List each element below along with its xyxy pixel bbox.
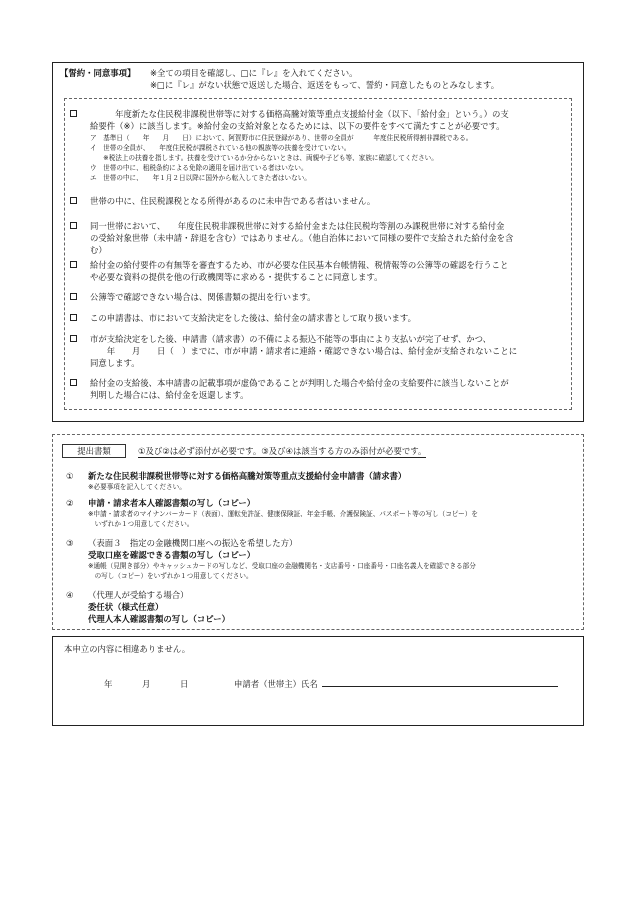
applicant-name-field[interactable] bbox=[322, 686, 558, 687]
oath-sub-text: エ 世帯の中に、 年１月２日以降に国外から転入してきた者はいない。 bbox=[90, 174, 311, 182]
oath-item-text: の受給対象世帯（未申請・辞退を含む）ではありません。（他自治体において同様の要件で支給された給付金を含 bbox=[90, 233, 514, 243]
oath-item-text: む） bbox=[90, 245, 107, 255]
oath-header-note: ※全ての項目を確認し、□に『レ』を入れてください。 bbox=[150, 68, 358, 78]
oath-checkbox[interactable] bbox=[70, 335, 77, 342]
oath-item-text: 給要件（※）に該当します。※給付金の支給対象となるためには、以下の要件をすべて満たすことが必要です。 bbox=[90, 121, 505, 131]
oath-item-text: 年度新たな住民税非課税世帯等に対する価格高騰対策等重点支援給付金（以下、「給付金」という。）の支 bbox=[90, 109, 509, 119]
oath-checkbox[interactable] bbox=[70, 379, 77, 386]
oath-item-text: 世帯の中に、住民税課税となる所得があるのに未申告である者はいません。 bbox=[90, 196, 376, 206]
oath-header-note: ※□に『レ』がない状態で返送した場合、返送をもって、誓約・同意したものとみなします。 bbox=[150, 80, 500, 90]
oath-item-text: 同意します。 bbox=[90, 358, 140, 368]
documents-label: 提出書類 bbox=[62, 444, 126, 458]
oath-item-text: この申請書は、市において支給決定をした後は、給付金の請求書として取り扱います。 bbox=[90, 313, 416, 323]
document-number: ④ bbox=[66, 590, 74, 600]
oath-sub-text: ア 基準日（ 年 月 日）において、阿賀野市に住民登録があり、世帯の全員が 年度住民税所得割非課税である。 bbox=[90, 134, 473, 142]
document-title: 代理人本人確認書類の写し（コピー） bbox=[88, 614, 231, 624]
document-note: ※通帳（見開き部分）やキャッシュカードの写しなど、受取口座の金融機関名・支店番号・口座番号・口座名義人を確認できる部分 bbox=[88, 562, 476, 570]
document-title: 委任状（様式任意） bbox=[88, 602, 164, 612]
oath-checkbox[interactable] bbox=[70, 197, 77, 204]
document-note: ※申請・請求者のマイナンバーカード（表面）、運転免許証、健康保険証、年金手帳、介護保険証、パスポート等の写し（コピー）を bbox=[88, 510, 478, 518]
document-number: ③ bbox=[66, 538, 74, 548]
oath-item-text: 給付金の支給後、本申請書の記載事項が虚偽であることが判明した場合や給付金の支給要件に該当しないことが bbox=[90, 378, 509, 388]
oath-item-text: 同一世帯において、 年度住民税非課税世帯に対する給付金または住民税均等割のみ課税世帯に対する給付金 bbox=[90, 221, 505, 231]
date-year-label[interactable]: 年 bbox=[104, 679, 113, 689]
document-title: 申請・請求者本人確認書類の写し（コピー） bbox=[88, 498, 256, 508]
document-number: ① bbox=[66, 471, 74, 481]
document-title: （表面３ 指定の金融機関口座への振込を希望した方） bbox=[88, 538, 298, 548]
oath-checkbox[interactable] bbox=[70, 110, 77, 117]
document-number: ② bbox=[66, 498, 74, 508]
document-title: 受取口座を確認できる書類の写し（コピー） bbox=[88, 550, 256, 560]
oath-item-text: 給付金の給付要件の有無等を審査するため、市が必要な住民基本台帳情報、税情報等の公簿等の確認を行うこと bbox=[90, 260, 509, 270]
document-title: 新たな住民税非課税世帯等に対する価格高騰対策等重点支援給付金申請書（請求書） bbox=[88, 471, 407, 481]
date-month-label[interactable]: 月 bbox=[142, 679, 151, 689]
document-title: （代理人が受給する場合） bbox=[88, 590, 189, 600]
oath-item-text: 公簿等で確認できない場合は、関係書類の提出を行います。 bbox=[90, 292, 316, 302]
documents-note: ①及び②は必ず添付が必要です。③及び④は該当する方のみ添付が必要です。 bbox=[138, 446, 427, 456]
oath-checkbox[interactable] bbox=[70, 293, 77, 300]
oath-checkbox[interactable] bbox=[70, 314, 77, 321]
oath-checkbox[interactable] bbox=[70, 222, 77, 229]
oath-sub-text: ウ 世帯の中に、租税条約による免除の適用を届け出ている者はいない。 bbox=[90, 164, 308, 172]
oath-item-text: や必要な資料の提供を他の行政機関等に求める・提供することに同意します。 bbox=[90, 272, 383, 282]
date-day-label[interactable]: 日 bbox=[180, 679, 189, 689]
document-note: の写し（コピー）をいずれか１つ用意してください。 bbox=[88, 572, 253, 580]
oath-item-text: 市が支給決定をした後、申請書（請求書）の不備による振込不能等の事由により支払いが完了せず、かつ、 bbox=[90, 334, 491, 344]
declaration-statement: 本申立の内容に相違ありません。 bbox=[64, 644, 191, 654]
oath-item-text: 判明した場合には、給付金を返還します。 bbox=[90, 390, 249, 400]
oath-checkbox[interactable] bbox=[70, 261, 77, 268]
oath-sub-text: ※税法上の扶養を指します。扶養を受けているか分からないときは、両親や子ども等、家族に確認してください。 bbox=[90, 154, 438, 162]
applicant-name-label: 申請者（世帯主）氏名 bbox=[234, 679, 318, 689]
document-note: いずれか１つ用意してください。 bbox=[88, 520, 194, 528]
oath-item-text: 年 月 日（ ）までに、市が申請・請求者に連絡・確認できない場合は、給付金が支給されないことに bbox=[90, 346, 518, 356]
oath-sub-text: イ 世帯の全員が、 年度住民税が課税されている他の親族等の扶養を受けていない。 bbox=[90, 144, 351, 152]
oath-header-label: 【誓約・同意事項】 bbox=[60, 68, 136, 78]
document-note: ※必要事項を記入してください。 bbox=[88, 483, 186, 491]
